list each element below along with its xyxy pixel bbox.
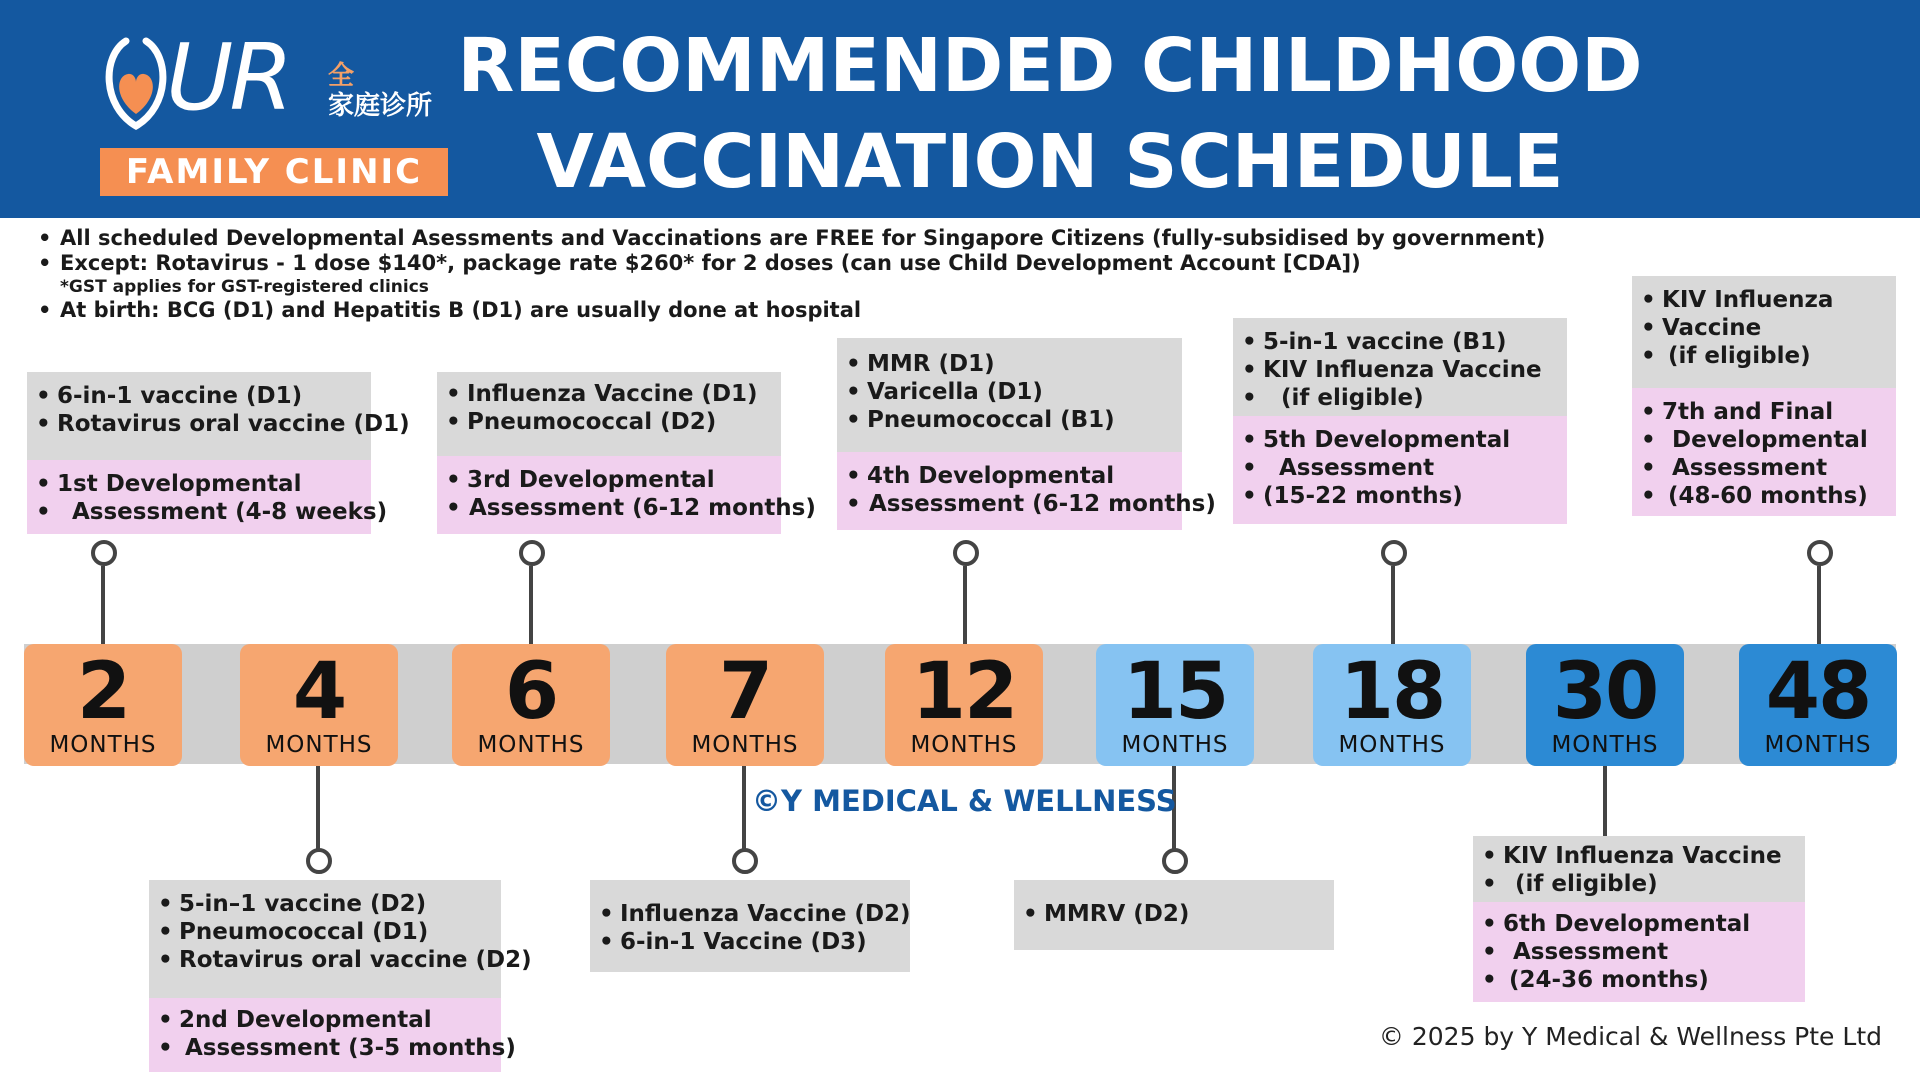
assessment-item: • (48-60 months): [1632, 482, 1896, 510]
timeline-stop-12-months: [885, 644, 1043, 766]
box-18-months: [1233, 318, 1567, 524]
logo-chinese-line1: 全: [328, 61, 355, 91]
stop-unit: MONTHS: [1551, 732, 1659, 758]
connector-dot: [1162, 848, 1188, 874]
connector-line: [1603, 766, 1607, 836]
copyright-notice: © 2025 by Y Medical & Wellness Pte Ltd: [1378, 1022, 1882, 1051]
connector-dot: [91, 540, 117, 566]
vaccine-item: • Rotavirus oral vaccine (D2): [149, 946, 501, 974]
assessment-item: • Assessment (4-8 weeks): [27, 498, 371, 526]
vaccine-item: • 6-in-1 Vaccine (D3): [590, 928, 910, 956]
logo-chinese-line2: 家庭诊所: [328, 90, 433, 121]
note-birth: • At birth: BCG (D1) and Hepatitis B (D1) are usually done at hospital: [38, 298, 1545, 323]
title-line2: VACCINATION SCHEDULE: [536, 119, 1564, 205]
timeline-stop-18-months: [1313, 644, 1471, 766]
stop-number: 48: [1765, 647, 1871, 737]
assessment-item: • 4th Developmental: [837, 462, 1182, 490]
note-except: • Except: Rotavirus - 1 dose $140*, package rate $260* for 2 doses (can use Child Development Account [CDA]): [38, 251, 1545, 276]
box-6-months: [437, 372, 816, 534]
assessment-item: • 3rd Developmental: [437, 466, 781, 494]
connector-dot: [1807, 540, 1833, 566]
stop-unit: MONTHS: [691, 732, 799, 758]
vaccine-list: [1473, 836, 1805, 902]
connector-line: [529, 566, 533, 644]
assessment-item: • (15-22 months): [1233, 482, 1567, 510]
vaccine-item: • 5-in-1 vaccine (B1): [1233, 328, 1567, 356]
assessment-item: • 2nd Developmental: [149, 1006, 501, 1034]
vaccine-item: • KIV Influenza Vaccine: [1233, 356, 1567, 384]
stop-unit: MONTHS: [910, 732, 1018, 758]
box-12-months: [837, 338, 1216, 530]
connector-dot: [1381, 540, 1407, 566]
assessment-item: • Assessment: [1632, 454, 1896, 482]
stop-number: 30: [1552, 647, 1658, 737]
assessment-list: [437, 456, 816, 534]
logo-brand-text: UR: [166, 24, 290, 131]
notes-list: [38, 226, 1545, 323]
stop-number: 7: [718, 647, 772, 737]
vaccine-item: • Influenza Vaccine (D2): [590, 900, 910, 928]
timeline-stop-6-months: [452, 644, 610, 766]
logo-badge: FAMILY CLINIC: [100, 148, 448, 196]
vaccine-item: • KIV Influenza Vaccine: [1473, 842, 1805, 870]
logo-chinese-text: [328, 62, 432, 122]
vaccine-list: [1233, 318, 1567, 416]
vaccine-list: [437, 372, 781, 456]
timeline-stop-4-months: [240, 644, 398, 766]
stop-unit: MONTHS: [1121, 732, 1229, 758]
vaccine-item-note: • (if eligible): [1632, 342, 1896, 370]
stop-unit: MONTHS: [49, 732, 157, 758]
page-title: [440, 18, 1660, 210]
vaccine-list: [1632, 276, 1896, 388]
note-free: • All scheduled Developmental Asessments and Vaccinations are FREE for Singapore Citizens (fully-subsidised by government): [38, 226, 1545, 251]
assessment-list: [837, 452, 1216, 530]
stop-unit: MONTHS: [1764, 732, 1872, 758]
vaccine-list: [590, 880, 910, 972]
vaccine-item: • 6-in-1 vaccine (D1): [27, 382, 371, 410]
vaccine-item: • Pneumococcal (B1): [837, 406, 1182, 434]
assessment-item: • Assessment: [1233, 454, 1567, 482]
assessment-item: • Developmental: [1632, 426, 1896, 454]
stop-unit: MONTHS: [477, 732, 585, 758]
vaccine-item: • 5-in–1 vaccine (D2): [149, 890, 501, 918]
assessment-item: • Assessment (6-12 months): [837, 490, 1182, 518]
stop-number: 2: [76, 647, 130, 737]
connector-line: [963, 566, 967, 644]
connector-line: [1391, 566, 1395, 644]
box-2-months: [27, 372, 410, 534]
stop-number: 15: [1122, 647, 1228, 737]
vaccine-item: • KIV Influenza: [1632, 286, 1896, 314]
vaccine-list: [837, 338, 1182, 452]
vaccine-list: [27, 372, 410, 460]
box-48-months: [1632, 276, 1896, 516]
connector-dot: [732, 848, 758, 874]
timeline-stop-15-months: [1096, 644, 1254, 766]
stop-number: 12: [911, 647, 1017, 737]
vaccine-list: [149, 880, 532, 998]
assessment-item: • Assessment: [1473, 938, 1805, 966]
connector-dot: [519, 540, 545, 566]
connector-line: [742, 766, 746, 850]
assessment-list: [27, 460, 388, 534]
clinic-logo: [96, 26, 452, 196]
box-15-months: [1014, 880, 1334, 950]
vaccine-item-cont: • Vaccine: [1632, 314, 1896, 342]
vaccine-item: • MMR (D1): [837, 350, 1182, 378]
note-gst: *GST applies for GST-registered clinics: [60, 277, 429, 297]
vaccine-item: • Pneumococcal (D2): [437, 408, 781, 436]
vaccine-item-note: • (if eligible): [1473, 870, 1805, 898]
assessment-list: [1632, 388, 1896, 516]
assessment-item: • 1st Developmental: [27, 470, 371, 498]
vaccine-item: • Influenza Vaccine (D1): [437, 380, 781, 408]
stop-unit: MONTHS: [1338, 732, 1446, 758]
stop-number: 6: [504, 647, 558, 737]
connector-line: [101, 566, 105, 644]
assessment-item: • 5th Developmental: [1233, 426, 1567, 454]
assessment-item: • 6th Developmental: [1473, 910, 1805, 938]
stop-unit: MONTHS: [265, 732, 373, 758]
vaccine-list: [1014, 880, 1334, 950]
box-7-months: [590, 880, 910, 972]
connector-line: [1817, 566, 1821, 644]
timeline-stop-30-months: [1526, 644, 1684, 766]
assessment-item: • Assessment (6-12 months): [437, 494, 781, 522]
assessment-list: [149, 998, 516, 1072]
vaccine-item: • MMRV (D2): [1014, 900, 1334, 928]
vaccine-item: • Varicella (D1): [837, 378, 1182, 406]
vaccine-item: • Pneumococcal (D1): [149, 918, 501, 946]
assessment-list: [1233, 416, 1567, 524]
timeline-stop-48-months: [1739, 644, 1897, 766]
assessment-list: [1473, 902, 1805, 1002]
stop-number: 18: [1339, 647, 1445, 737]
box-30-months: [1473, 836, 1805, 1002]
connector-dot: [953, 540, 979, 566]
assessment-item: • 7th and Final: [1632, 398, 1896, 426]
connector-dot: [306, 848, 332, 874]
stop-number: 4: [292, 647, 346, 737]
assessment-item: • Assessment (3-5 months): [149, 1034, 501, 1062]
assessment-item: • (24-36 months): [1473, 966, 1805, 994]
watermark: ©Y MEDICAL & WELLNESS: [752, 784, 1177, 818]
title-line1: RECOMMENDED CHILDHOOD: [457, 23, 1643, 109]
timeline-stop-2-months: [24, 644, 182, 766]
vaccine-item: • Rotavirus oral vaccine (D1): [27, 410, 371, 438]
vaccine-item-note: • (if eligible): [1233, 384, 1567, 412]
header-banner: [0, 0, 1920, 218]
timeline-stop-7-months: [666, 644, 824, 766]
connector-line: [316, 766, 320, 850]
box-4-months: [149, 880, 532, 1072]
